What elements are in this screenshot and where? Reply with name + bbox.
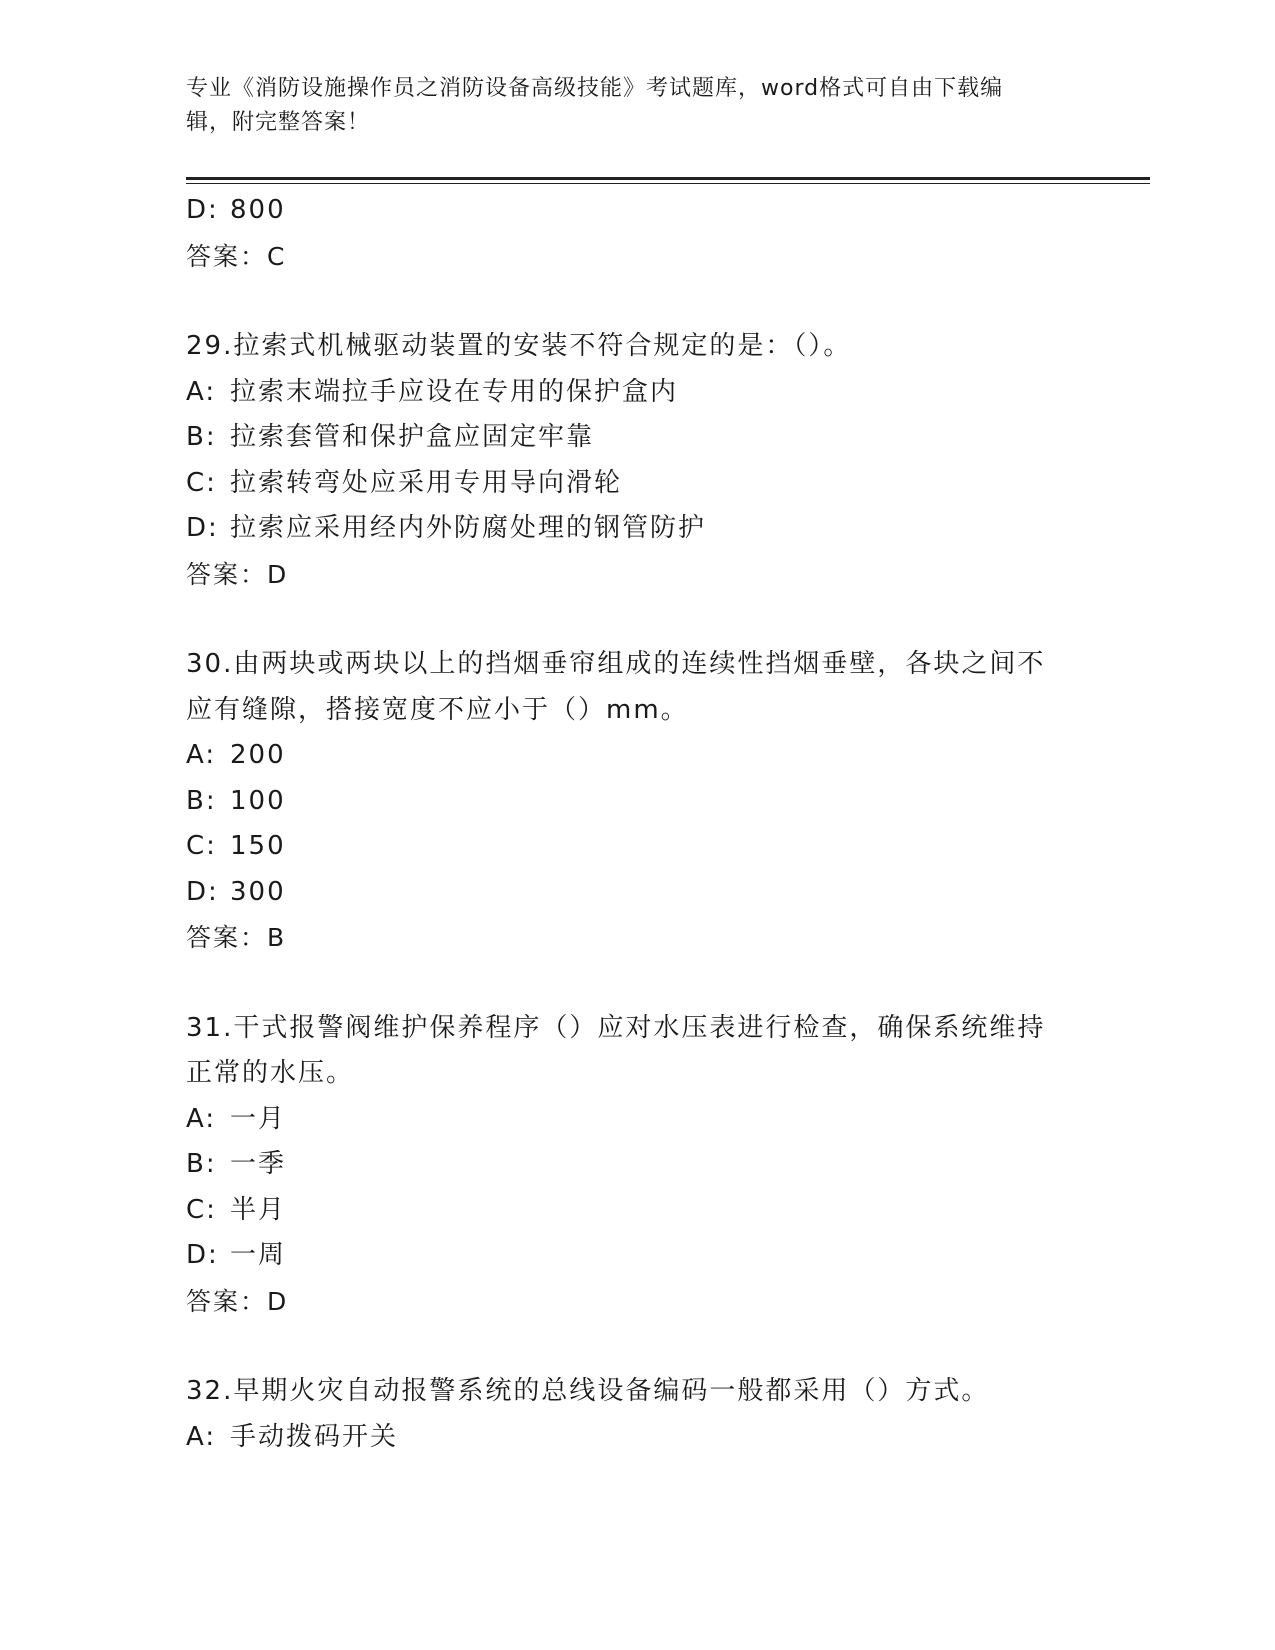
option-c <box>186 824 1086 870</box>
option-d <box>186 506 1086 552</box>
question-stem: 29.拉索式机械驱动装置的安装不符合规定的是：（）。 <box>186 331 852 361</box>
option-label: B: <box>186 422 217 452</box>
option-d <box>186 188 1086 234</box>
option-text: 一周 <box>230 1240 287 1270</box>
answer: 答案：B <box>186 923 287 952</box>
option-text: 150 <box>230 831 286 861</box>
option-label: D: <box>186 876 219 907</box>
option-label: D: <box>186 1240 219 1270</box>
option-a <box>186 1097 1086 1143</box>
header-divider-thick <box>186 177 1150 180</box>
option-text: 拉索应采用经内外防腐处理的钢管防护 <box>230 513 707 543</box>
question-stem-continued: 正常的水压。 <box>186 1058 355 1088</box>
question-list <box>186 188 1086 1460</box>
option-label: D: <box>186 195 219 225</box>
question-stem-continued: 应有缝隙，搭接宽度不应小于（）mm。 <box>186 694 689 725</box>
option-text: 100 <box>230 785 286 816</box>
option-text: 300 <box>230 876 286 907</box>
option-b <box>186 779 1086 825</box>
option-label: B: <box>186 785 217 816</box>
option-a <box>186 370 1086 416</box>
option-label: C: <box>186 1194 217 1225</box>
option-d <box>186 1233 1086 1279</box>
option-label: A: <box>186 1421 217 1452</box>
option-a <box>186 733 1086 779</box>
header-divider-thin <box>186 183 1150 184</box>
option-label: A: <box>186 1103 217 1134</box>
header-line-1: 专业《消防设施操作员之消防设备高级技能》考试题库，word格式可自由下载编 <box>186 76 1004 101</box>
question-30 <box>186 642 1086 961</box>
option-c <box>186 1188 1086 1234</box>
option-text: 一季 <box>230 1149 287 1179</box>
option-text: 200 <box>230 740 286 770</box>
option-label: A: <box>186 740 217 770</box>
question-32 <box>186 1369 1086 1460</box>
question-stem: 32.早期火灾自动报警系统的总线设备编码一般都采用（）方式。 <box>186 1376 990 1406</box>
option-text: 一月 <box>230 1103 287 1134</box>
answer: 答案：D <box>186 559 289 589</box>
question-29 <box>186 324 1086 597</box>
document-header <box>186 72 1066 140</box>
option-label: C: <box>186 831 217 861</box>
question-stem: 31.干式报警阀维护保养程序（）应对水压表进行检查，确保系统维持 <box>186 1012 1046 1043</box>
question-stem: 30.由两块或两块以上的挡烟垂帘组成的连续性挡烟垂壁，各块之间不 <box>186 649 1046 679</box>
option-label: A: <box>186 376 217 407</box>
option-b <box>186 1142 1086 1188</box>
answer: 答案：C <box>186 241 287 271</box>
option-text: 手动拨码开关 <box>230 1421 399 1452</box>
option-label: C: <box>186 467 217 498</box>
option-c <box>186 461 1086 507</box>
answer: 答案：D <box>186 1286 289 1316</box>
option-text: 800 <box>230 195 286 225</box>
option-text: 拉索末端拉手应设在专用的保护盒内 <box>230 376 679 407</box>
option-b <box>186 415 1086 461</box>
option-text: 半月 <box>230 1194 287 1225</box>
header-line-2: 辑，附完整答案！ <box>186 110 371 135</box>
option-text: 拉索套管和保护盒应固定牢靠 <box>230 422 595 452</box>
option-text: 拉索转弯处应采用专用导向滑轮 <box>230 467 623 498</box>
option-d <box>186 870 1086 916</box>
question-31 <box>186 1006 1086 1325</box>
option-label: B: <box>186 1149 217 1179</box>
option-label: D: <box>186 513 219 543</box>
option-a <box>186 1415 1086 1461</box>
